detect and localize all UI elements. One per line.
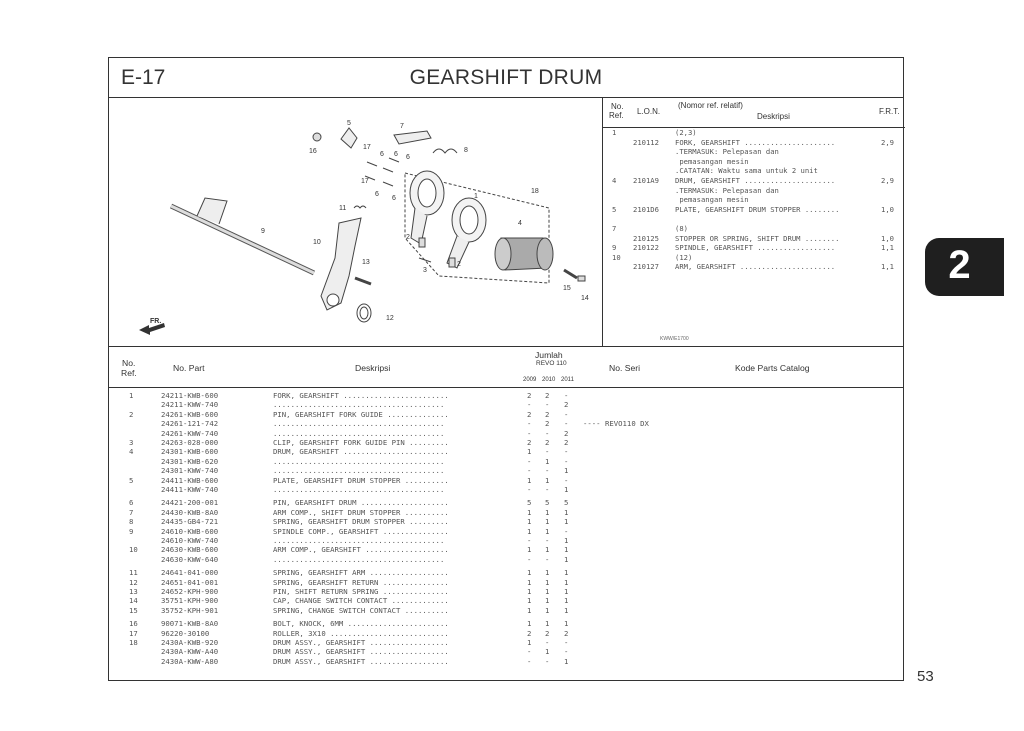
parts-cell-part: 24652-KPH-900 xyxy=(161,587,219,596)
parts-cell-q1: 2 xyxy=(527,391,532,400)
parts-cell-q2: 2 xyxy=(545,419,550,429)
lon-cell-desc: (2,3) xyxy=(675,128,697,137)
parts-row xyxy=(109,587,903,596)
parts-cell-desc: PIN, SHIFT RETURN SPRING ............... xyxy=(273,587,449,596)
callout-6b: 6 xyxy=(394,151,398,158)
callout-6c: 6 xyxy=(406,154,410,161)
callout-9: 9 xyxy=(261,228,265,235)
parts-cell-q1: - xyxy=(527,647,532,657)
parts-cell-part: 24211-KWB-600 xyxy=(161,391,219,400)
header-year-2011: 2011 xyxy=(561,377,574,383)
parts-row xyxy=(109,527,903,536)
lon-cell-desc: STOPPER OR SPRING, SHIFT DRUM ........ xyxy=(675,233,840,243)
page-number: 53 xyxy=(917,668,934,685)
parts-row xyxy=(109,629,903,638)
parts-cell-q2: 2 xyxy=(545,391,550,400)
lon-cell-desc: FORK, GEARSHIFT ..................... xyxy=(675,137,836,147)
parts-cell-part: 96220-30100 xyxy=(161,628,210,638)
header-seri: No. Seri xyxy=(609,363,641,373)
parts-cell-desc: DRUM ASSY., GEARSHIFT .................. xyxy=(273,656,449,666)
chapter-tab-number: 2 xyxy=(948,243,971,287)
parts-row xyxy=(109,410,903,419)
parts-cell-q3: - xyxy=(564,391,569,400)
parts-cell-part: 24301-KWB-600 xyxy=(161,447,219,457)
lon-header-frt: F.R.T. xyxy=(879,107,900,116)
lon-header-no: No. xyxy=(611,102,624,111)
parts-cell-desc: ....................................... xyxy=(273,485,445,494)
parts-cell-q3: - xyxy=(564,638,569,647)
parts-cell-q3: - xyxy=(564,647,569,657)
parts-row xyxy=(109,498,903,507)
lon-cell-desc: SPINDLE, GEARSHIFT .................. xyxy=(675,243,836,253)
parts-row xyxy=(109,568,903,577)
section-title: GEARSHIFT DRUM xyxy=(409,66,603,89)
parts-cell-q3: 1 xyxy=(564,536,569,545)
parts-cell-q1: 1 xyxy=(527,545,532,555)
parts-row xyxy=(109,447,903,456)
lon-cell-lon: 210112 xyxy=(633,137,659,147)
parts-cell-ref: 2 xyxy=(129,409,134,419)
parts-cell-part: 24261-KWB-600 xyxy=(161,409,219,419)
parts-cell-part: 24263-028-000 xyxy=(161,438,219,447)
parts-cell-q1: 1 xyxy=(527,526,532,536)
parts-cell-ref: 3 xyxy=(129,438,134,447)
parts-cell-q3: 2 xyxy=(564,628,569,638)
parts-cell-desc: ARM COMP., SHIFT DRUM STOPPER .......... xyxy=(273,507,449,517)
lon-cell-lon: 210127 xyxy=(633,262,659,272)
parts-cell-part: 24211-KWW-740 xyxy=(161,400,219,410)
parts-cell-q3: 1 xyxy=(564,587,569,596)
parts-row xyxy=(109,638,903,647)
parts-cell-q1: 2 xyxy=(527,438,532,447)
parts-cell-q3: 1 xyxy=(564,619,569,629)
lon-header-deskripsi: Deskripsi xyxy=(757,112,790,121)
parts-cell-q3: - xyxy=(564,419,569,429)
parts-cell-q3: 1 xyxy=(564,554,569,564)
parts-cell-q1: 1 xyxy=(527,577,532,587)
callout-2b: 2 xyxy=(457,261,461,268)
lon-cell-desc: pemasangan mesin xyxy=(675,156,749,166)
parts-cell-ref: 6 xyxy=(129,498,134,508)
parts-row xyxy=(109,657,903,666)
parts-cell-part: 24610-KWB-600 xyxy=(161,526,219,536)
parts-cell-desc: PIN, GEARSHIFT DRUM .................... xyxy=(273,498,449,508)
parts-cell-q1: - xyxy=(527,456,532,466)
lon-header-nomor: (Nomor ref. relatif) xyxy=(678,101,743,110)
lon-cell-frt: 1,0 xyxy=(881,204,894,214)
parts-row xyxy=(109,429,903,438)
parts-cell-ref: 18 xyxy=(129,638,138,647)
lon-cell-desc: .CATATAN: Waktu sama untuk 2 unit xyxy=(675,166,818,176)
lon-cell-lon: 210122 xyxy=(633,243,659,253)
parts-cell-desc: PLATE, GEARSHIFT DRUM STOPPER .......... xyxy=(273,475,449,485)
front-direction-label: FR. xyxy=(150,318,162,325)
exploded-diagram xyxy=(109,98,603,346)
parts-cell-desc: ....................................... xyxy=(273,419,445,429)
parts-cell-ref: 12 xyxy=(129,577,138,587)
parts-cell-desc: SPRING, GEARSHIFT RETURN ............... xyxy=(273,577,449,587)
parts-cell-q2: - xyxy=(545,638,550,647)
parts-cell-q1: 1 xyxy=(527,596,532,606)
lon-cell-frt: 1,1 xyxy=(881,243,894,253)
parts-cell-q3: 1 xyxy=(564,545,569,555)
parts-cell-q3: 1 xyxy=(564,568,569,578)
section-code: E-17 xyxy=(121,66,166,89)
parts-row xyxy=(109,476,903,485)
lon-cell-lon: 2101D6 xyxy=(633,204,659,214)
parts-table-header xyxy=(109,346,903,388)
lon-cell-desc: (12) xyxy=(675,252,693,262)
parts-cell-q3: 1 xyxy=(564,507,569,517)
lon-cell-ref: 9 xyxy=(612,243,617,253)
parts-cell-q2: - xyxy=(545,466,550,476)
parts-cell-q2: 2 xyxy=(545,438,550,447)
parts-cell-q2: 1 xyxy=(545,596,550,606)
parts-cell-q3: - xyxy=(564,409,569,419)
parts-row xyxy=(109,466,903,475)
parts-row xyxy=(109,391,903,400)
parts-cell-q2: 1 xyxy=(545,619,550,629)
callout-15: 15 xyxy=(563,285,571,292)
parts-cell-q3: 2 xyxy=(564,428,569,438)
parts-cell-ref: 9 xyxy=(129,526,134,536)
parts-cell-q3: 1 xyxy=(564,596,569,606)
parts-cell-q1: 1 xyxy=(527,517,532,527)
parts-row xyxy=(109,555,903,564)
parts-cell-part: 24630-KWW-640 xyxy=(161,554,219,564)
parts-cell-q3: 1 xyxy=(564,485,569,494)
lon-cell-ref: 7 xyxy=(612,224,617,233)
parts-cell-desc: BOLT, KNOCK, 6MM ....................... xyxy=(273,619,449,629)
parts-cell-q1: - xyxy=(527,554,532,564)
parts-cell-q2: 1 xyxy=(545,647,550,657)
parts-cell-q1: - xyxy=(527,400,532,410)
header-ref: Ref. xyxy=(121,368,137,378)
parts-cell-part: 2430A-KWB-920 xyxy=(161,638,219,647)
parts-cell-q3: - xyxy=(564,526,569,536)
lon-cell-ref: 5 xyxy=(612,204,617,214)
lon-cell-desc: PLATE, GEARSHIFT DRUM STOPPER ........ xyxy=(675,204,840,214)
parts-cell-q1: 1 xyxy=(527,619,532,629)
parts-cell-q2: 1 xyxy=(545,526,550,536)
callout-13: 13 xyxy=(362,259,370,266)
parts-cell-part: 24301-KWW-740 xyxy=(161,466,219,476)
callout-12: 12 xyxy=(386,315,394,322)
parts-cell-q2: - xyxy=(545,656,550,666)
parts-cell-ref: 10 xyxy=(129,545,138,555)
parts-cell-part: 24411-KWW-740 xyxy=(161,485,219,494)
parts-cell-q1: 1 xyxy=(527,587,532,596)
header-catalog: Kode Parts Catalog xyxy=(735,363,810,373)
parts-cell-q1: 5 xyxy=(527,498,532,508)
parts-cell-desc: SPRING, GEARSHIFT DRUM STOPPER ......... xyxy=(273,517,449,527)
parts-cell-q1: - xyxy=(527,428,532,438)
parts-row xyxy=(109,400,903,409)
parts-row xyxy=(109,596,903,605)
parts-cell-q3: 1 xyxy=(564,656,569,666)
parts-cell-q2: 1 xyxy=(545,507,550,517)
parts-cell-q1: 1 xyxy=(527,507,532,517)
parts-cell-part: 24301-KWB-620 xyxy=(161,456,219,466)
parts-row xyxy=(109,619,903,628)
parts-cell-q3: - xyxy=(564,447,569,457)
callout-6e: 6 xyxy=(392,195,396,202)
parts-cell-q3: 5 xyxy=(564,498,569,508)
parts-cell-q2: - xyxy=(545,447,550,457)
parts-cell-q1: 1 xyxy=(527,568,532,578)
parts-cell-q1: - xyxy=(527,485,532,494)
lon-cell-frt: 1,0 xyxy=(881,233,894,243)
parts-cell-part: 24651-041-001 xyxy=(161,577,219,587)
parts-row xyxy=(109,438,903,447)
parts-cell-ref: 11 xyxy=(129,568,138,578)
callout-11: 11 xyxy=(339,205,347,212)
callout-4: 4 xyxy=(518,220,522,227)
parts-cell-ref: 13 xyxy=(129,587,138,596)
parts-cell-q3: 1 xyxy=(564,517,569,527)
parts-cell-q2: 1 xyxy=(545,456,550,466)
callout-8: 8 xyxy=(464,147,468,154)
parts-cell-part: 24411-KWB-600 xyxy=(161,475,219,485)
parts-cell-q2: 1 xyxy=(545,605,550,615)
parts-cell-desc: CLIP, GEARSHIFT FORK GUIDE PIN ......... xyxy=(273,438,449,447)
parts-cell-ref: 5 xyxy=(129,475,134,485)
callout-5: 5 xyxy=(347,120,351,127)
parts-row xyxy=(109,545,903,554)
parts-cell-q3: - xyxy=(564,475,569,485)
parts-cell-ref: 16 xyxy=(129,619,138,629)
header-year-2010: 2010 xyxy=(542,377,556,383)
parts-cell-q2: - xyxy=(545,554,550,564)
header-no: No. xyxy=(122,358,136,368)
parts-cell-q2: 1 xyxy=(545,545,550,555)
callout-6d: 6 xyxy=(375,191,379,198)
lon-cell-frt: 2,9 xyxy=(881,176,894,185)
parts-cell-part: 24641-041-000 xyxy=(161,568,219,578)
parts-cell-part: 24430-KWB-8A0 xyxy=(161,507,219,517)
parts-cell-q3: - xyxy=(564,456,569,466)
parts-cell-desc: FORK, GEARSHIFT ........................ xyxy=(273,391,449,400)
parts-row xyxy=(109,578,903,587)
lon-cell-ref: 10 xyxy=(612,252,621,262)
parts-cell-desc: CAP, CHANGE SWITCH CONTACT ............. xyxy=(273,596,449,606)
catalog-page-frame xyxy=(108,57,904,681)
parts-cell-q3: 2 xyxy=(564,438,569,447)
parts-cell-part: 24610-KWW-740 xyxy=(161,536,219,545)
parts-cell-part: 24261-KWW-740 xyxy=(161,428,219,438)
parts-cell-q1: 2 xyxy=(527,628,532,638)
parts-cell-desc: SPINDLE COMP., GEARSHIFT ............... xyxy=(273,526,449,536)
parts-cell-q1: 1 xyxy=(527,447,532,457)
callout-3: 3 xyxy=(423,267,427,274)
parts-row xyxy=(109,517,903,526)
parts-cell-desc: DRUM, GEARSHIFT ........................ xyxy=(273,447,449,457)
callout-1: 1 xyxy=(474,193,478,200)
parts-cell-q3: 1 xyxy=(564,577,569,587)
parts-cell-ref: 15 xyxy=(129,605,138,615)
callout-14: 14 xyxy=(581,295,589,302)
callout-10: 10 xyxy=(313,239,321,246)
lon-table-header xyxy=(603,98,905,128)
parts-cell-desc: PIN, GEARSHIFT FORK GUIDE .............. xyxy=(273,409,449,419)
parts-cell-q1: 1 xyxy=(527,605,532,615)
lon-cell-desc: pemasangan mesin xyxy=(675,195,749,205)
parts-cell-part: 35752-KPH-901 xyxy=(161,605,219,615)
parts-cell-q2: 1 xyxy=(545,587,550,596)
lon-header-lon: L.O.N. xyxy=(637,107,661,116)
labor-operation-panel xyxy=(603,98,905,346)
parts-cell-desc: ROLLER, 3X10 ........................... xyxy=(273,628,449,638)
parts-cell-part: 2430A-KWW-A80 xyxy=(161,656,219,666)
title-row xyxy=(109,58,903,98)
parts-cell-desc: ....................................... xyxy=(273,466,445,476)
parts-cell-q2: 1 xyxy=(545,517,550,527)
callout-2a: 2 xyxy=(406,234,410,241)
lon-cell-desc: DRUM, GEARSHIFT ..................... xyxy=(675,176,836,185)
header-year-2009: 2009 xyxy=(523,377,537,383)
callout-17: 17 xyxy=(363,144,371,151)
parts-cell-part: 90071-KWB-8A0 xyxy=(161,619,219,629)
parts-cell-desc: DRUM ASSY., GEARSHIFT .................. xyxy=(273,647,449,657)
lon-cell-ref: 1 xyxy=(612,128,617,137)
parts-cell-ref: 7 xyxy=(129,507,134,517)
lon-cell-desc: .TERMASUK: Pelepasan dan xyxy=(675,147,779,157)
chapter-tab xyxy=(925,238,1004,296)
parts-row xyxy=(109,508,903,517)
header-desc: Deskripsi xyxy=(355,363,391,373)
parts-row xyxy=(109,485,903,494)
parts-cell-q1: 1 xyxy=(527,475,532,485)
parts-cell-part: 24421-200-001 xyxy=(161,498,219,508)
lon-cell-lon: 2101A9 xyxy=(633,176,659,185)
parts-cell-q1: 1 xyxy=(527,638,532,647)
parts-cell-part: 2430A-KWW-A40 xyxy=(161,647,219,657)
parts-row xyxy=(109,536,903,545)
lon-cell-frt: 1,1 xyxy=(881,262,894,272)
parts-cell-q2: 2 xyxy=(545,409,550,419)
callout-18: 18 xyxy=(531,188,539,195)
parts-cell-q2: - xyxy=(545,428,550,438)
header-jumlah: Jumlah xyxy=(535,350,563,360)
header-part: No. Part xyxy=(173,363,205,373)
parts-cell-q2: - xyxy=(545,485,550,494)
parts-cell-ref: 17 xyxy=(129,628,138,638)
parts-cell-q2: 5 xyxy=(545,498,550,508)
parts-cell-q1: - xyxy=(527,419,532,429)
parts-cell-ref: 14 xyxy=(129,596,138,606)
parts-cell-desc: ....................................... xyxy=(273,554,445,564)
parts-row xyxy=(109,647,903,656)
callout-16: 16 xyxy=(309,148,317,155)
parts-cell-q3: 1 xyxy=(564,466,569,476)
parts-cell-q1: - xyxy=(527,536,532,545)
parts-cell-ref: 4 xyxy=(129,447,134,457)
parts-cell-note: ---- REVO110 DX xyxy=(583,419,649,429)
parts-cell-q1: - xyxy=(527,466,532,476)
parts-cell-desc: DRUM ASSY., GEARSHIFT .................. xyxy=(273,638,449,647)
parts-cell-q1: 2 xyxy=(527,409,532,419)
diagram-illustration xyxy=(109,98,603,346)
parts-cell-part: 35751-KPH-900 xyxy=(161,596,219,606)
parts-cell-q2: 2 xyxy=(545,628,550,638)
parts-cell-desc: SPRING, GEARSHIFT ARM .................. xyxy=(273,568,449,578)
callout-17b: 17 xyxy=(361,178,369,185)
parts-cell-part: 24261-121-742 xyxy=(161,419,219,429)
parts-cell-ref: 8 xyxy=(129,517,134,527)
parts-cell-desc: ....................................... xyxy=(273,456,445,466)
parts-row xyxy=(109,419,903,428)
lon-header-ref: Ref. xyxy=(609,111,624,120)
parts-cell-desc: ....................................... xyxy=(273,428,445,438)
callout-6a: 6 xyxy=(380,151,384,158)
header-model: REVO 110 xyxy=(536,360,567,367)
lon-cell-desc: (8) xyxy=(675,224,688,233)
diagram-stamp: KWW/E1700 xyxy=(660,336,689,342)
parts-cell-q2: - xyxy=(545,400,550,410)
parts-cell-q2: - xyxy=(545,536,550,545)
parts-cell-part: 24435-GB4-721 xyxy=(161,517,219,527)
lon-cell-desc: .TERMASUK: Pelepasan dan xyxy=(675,185,779,195)
parts-cell-part: 24630-KWB-600 xyxy=(161,545,219,555)
parts-cell-ref: 1 xyxy=(129,391,134,400)
parts-cell-desc: SPRING, CHANGE SWITCH CONTACT .......... xyxy=(273,605,449,615)
lon-cell-desc: ARM, GEARSHIFT ...................... xyxy=(675,262,836,272)
parts-cell-q2: 1 xyxy=(545,475,550,485)
lon-cell-lon: 210125 xyxy=(633,233,659,243)
callout-7: 7 xyxy=(400,123,404,130)
parts-row xyxy=(109,457,903,466)
lon-cell-frt: 2,9 xyxy=(881,137,894,147)
parts-cell-q1: - xyxy=(527,656,532,666)
parts-cell-desc: ....................................... xyxy=(273,400,445,410)
parts-cell-desc: ARM COMP., GEARSHIFT ................... xyxy=(273,545,449,555)
lon-cell-ref: 4 xyxy=(612,176,617,185)
parts-row xyxy=(109,606,903,615)
parts-cell-q3: 1 xyxy=(564,605,569,615)
parts-cell-q3: 2 xyxy=(564,400,569,410)
parts-cell-q2: 1 xyxy=(545,568,550,578)
parts-cell-q2: 1 xyxy=(545,577,550,587)
parts-cell-desc: ....................................... xyxy=(273,536,445,545)
